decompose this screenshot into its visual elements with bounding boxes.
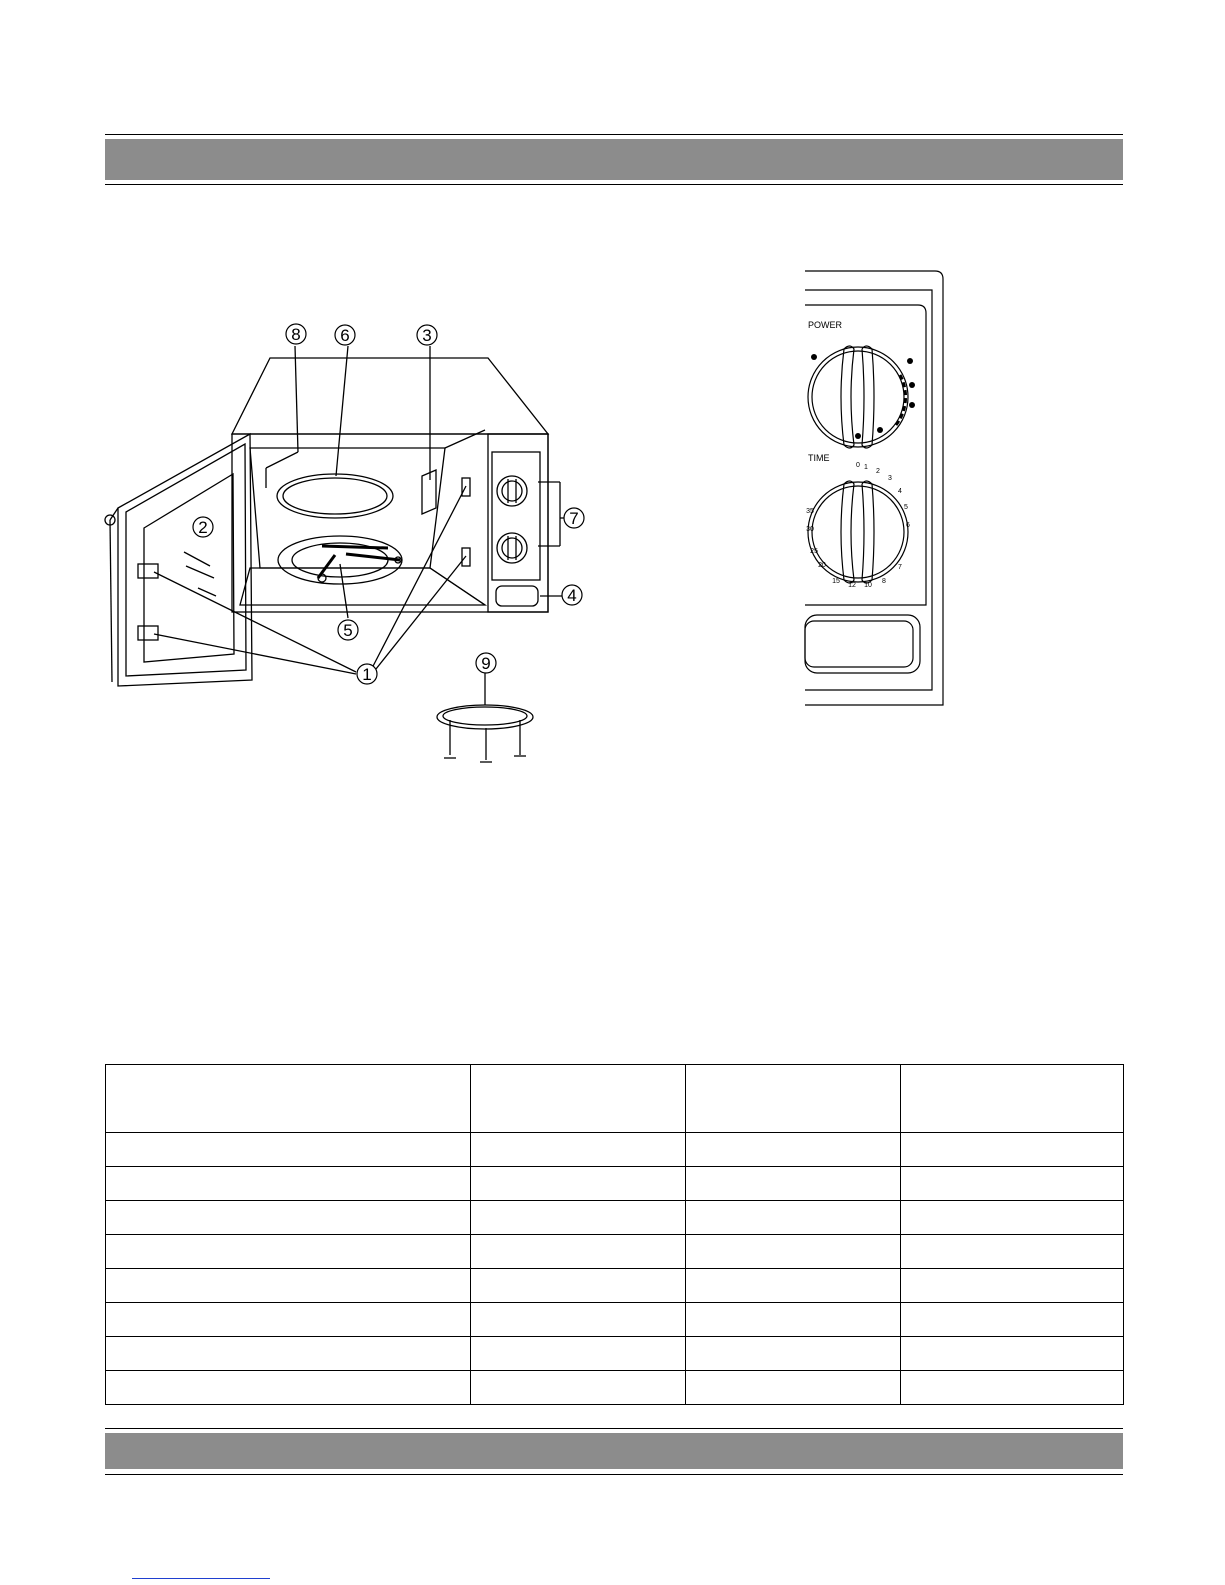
svg-text:35: 35 — [806, 508, 814, 515]
table-cell — [901, 1371, 1124, 1405]
time-scale — [806, 462, 910, 589]
svg-text:2: 2 — [876, 468, 880, 475]
waveguide-cover — [422, 470, 436, 514]
svg-text:4: 4 — [898, 488, 902, 495]
table-cell — [106, 1303, 471, 1337]
defrost-icon — [811, 354, 817, 360]
header-top-rule — [105, 134, 1123, 135]
power-level-icon — [907, 358, 913, 364]
table-cell — [686, 1201, 901, 1235]
header-bottom-rule — [105, 184, 1123, 185]
power-label: POWER — [808, 320, 843, 330]
header-band — [105, 139, 1123, 180]
callout-8: 8 — [291, 325, 301, 344]
callout-7: 7 — [569, 509, 579, 528]
table-row — [106, 1201, 1124, 1235]
microwave-diagram — [100, 310, 720, 780]
callout-5: 5 — [343, 621, 353, 640]
table-cell — [106, 1235, 471, 1269]
callout-3: 3 — [422, 326, 432, 345]
table-row — [106, 1337, 1124, 1371]
table-cell — [106, 1065, 471, 1133]
callout-4: 4 — [567, 586, 577, 605]
table-row — [106, 1133, 1124, 1167]
panel-outline — [805, 271, 943, 705]
table-cell — [901, 1167, 1124, 1201]
table-row — [106, 1235, 1124, 1269]
table-row — [106, 1167, 1124, 1201]
table-cell — [901, 1269, 1124, 1303]
svg-text:25: 25 — [810, 548, 818, 555]
table-cell — [106, 1167, 471, 1201]
table-cell — [471, 1235, 686, 1269]
footer-link-underline[interactable] — [132, 1578, 270, 1579]
power-knob — [808, 347, 908, 447]
svg-text:10: 10 — [864, 582, 872, 589]
table-cell — [686, 1303, 901, 1337]
table-cell — [901, 1337, 1124, 1371]
table-row — [106, 1269, 1124, 1303]
table-cell — [471, 1167, 686, 1201]
svg-text:6: 6 — [906, 522, 910, 529]
footer-bottom-rule — [105, 1474, 1123, 1475]
callout-1: 1 — [362, 665, 372, 684]
svg-text:5: 5 — [904, 504, 908, 511]
table-header-row — [106, 1065, 1124, 1133]
callout-2: 2 — [198, 518, 208, 537]
table-cell — [901, 1201, 1124, 1235]
grill-rack — [437, 705, 533, 762]
svg-text:15: 15 — [832, 578, 840, 585]
spec-table — [105, 1064, 1124, 1405]
cabinet-top — [232, 358, 548, 434]
table-cell — [471, 1201, 686, 1235]
table-cell — [106, 1371, 471, 1405]
table-cell — [686, 1371, 901, 1405]
callout-6: 6 — [340, 326, 350, 345]
table-cell — [471, 1337, 686, 1371]
callout-9: 9 — [481, 654, 491, 673]
table-cell — [901, 1065, 1124, 1133]
table-cell — [901, 1303, 1124, 1337]
door-release-button — [805, 615, 920, 673]
svg-text:20: 20 — [818, 562, 826, 569]
table-cell — [471, 1065, 686, 1133]
svg-text:1: 1 — [864, 464, 868, 471]
table-cell — [686, 1167, 901, 1201]
table-cell — [686, 1133, 901, 1167]
table-cell — [106, 1133, 471, 1167]
svg-text:8: 8 — [882, 578, 886, 585]
table-cell — [471, 1269, 686, 1303]
svg-text:0: 0 — [856, 462, 860, 469]
table-cell — [686, 1337, 901, 1371]
table-row — [106, 1371, 1124, 1405]
table-cell — [901, 1133, 1124, 1167]
table-cell — [901, 1235, 1124, 1269]
table-cell — [471, 1133, 686, 1167]
table-cell — [471, 1371, 686, 1405]
svg-text:3: 3 — [888, 475, 892, 482]
table-cell — [686, 1235, 901, 1269]
svg-text:7: 7 — [898, 564, 902, 571]
table-cell — [106, 1269, 471, 1303]
footer-band — [105, 1433, 1123, 1469]
door — [105, 434, 252, 686]
grill-heater — [277, 474, 393, 518]
footer-top-rule — [105, 1428, 1123, 1429]
table-cell — [106, 1201, 471, 1235]
table-row — [106, 1303, 1124, 1337]
table-cell — [686, 1065, 901, 1133]
svg-text:12: 12 — [848, 582, 856, 589]
svg-text:30: 30 — [806, 526, 814, 533]
control-panel-closeup — [800, 265, 960, 715]
time-label: TIME — [808, 453, 830, 463]
table-cell — [106, 1337, 471, 1371]
table-cell — [471, 1303, 686, 1337]
table-cell — [686, 1269, 901, 1303]
